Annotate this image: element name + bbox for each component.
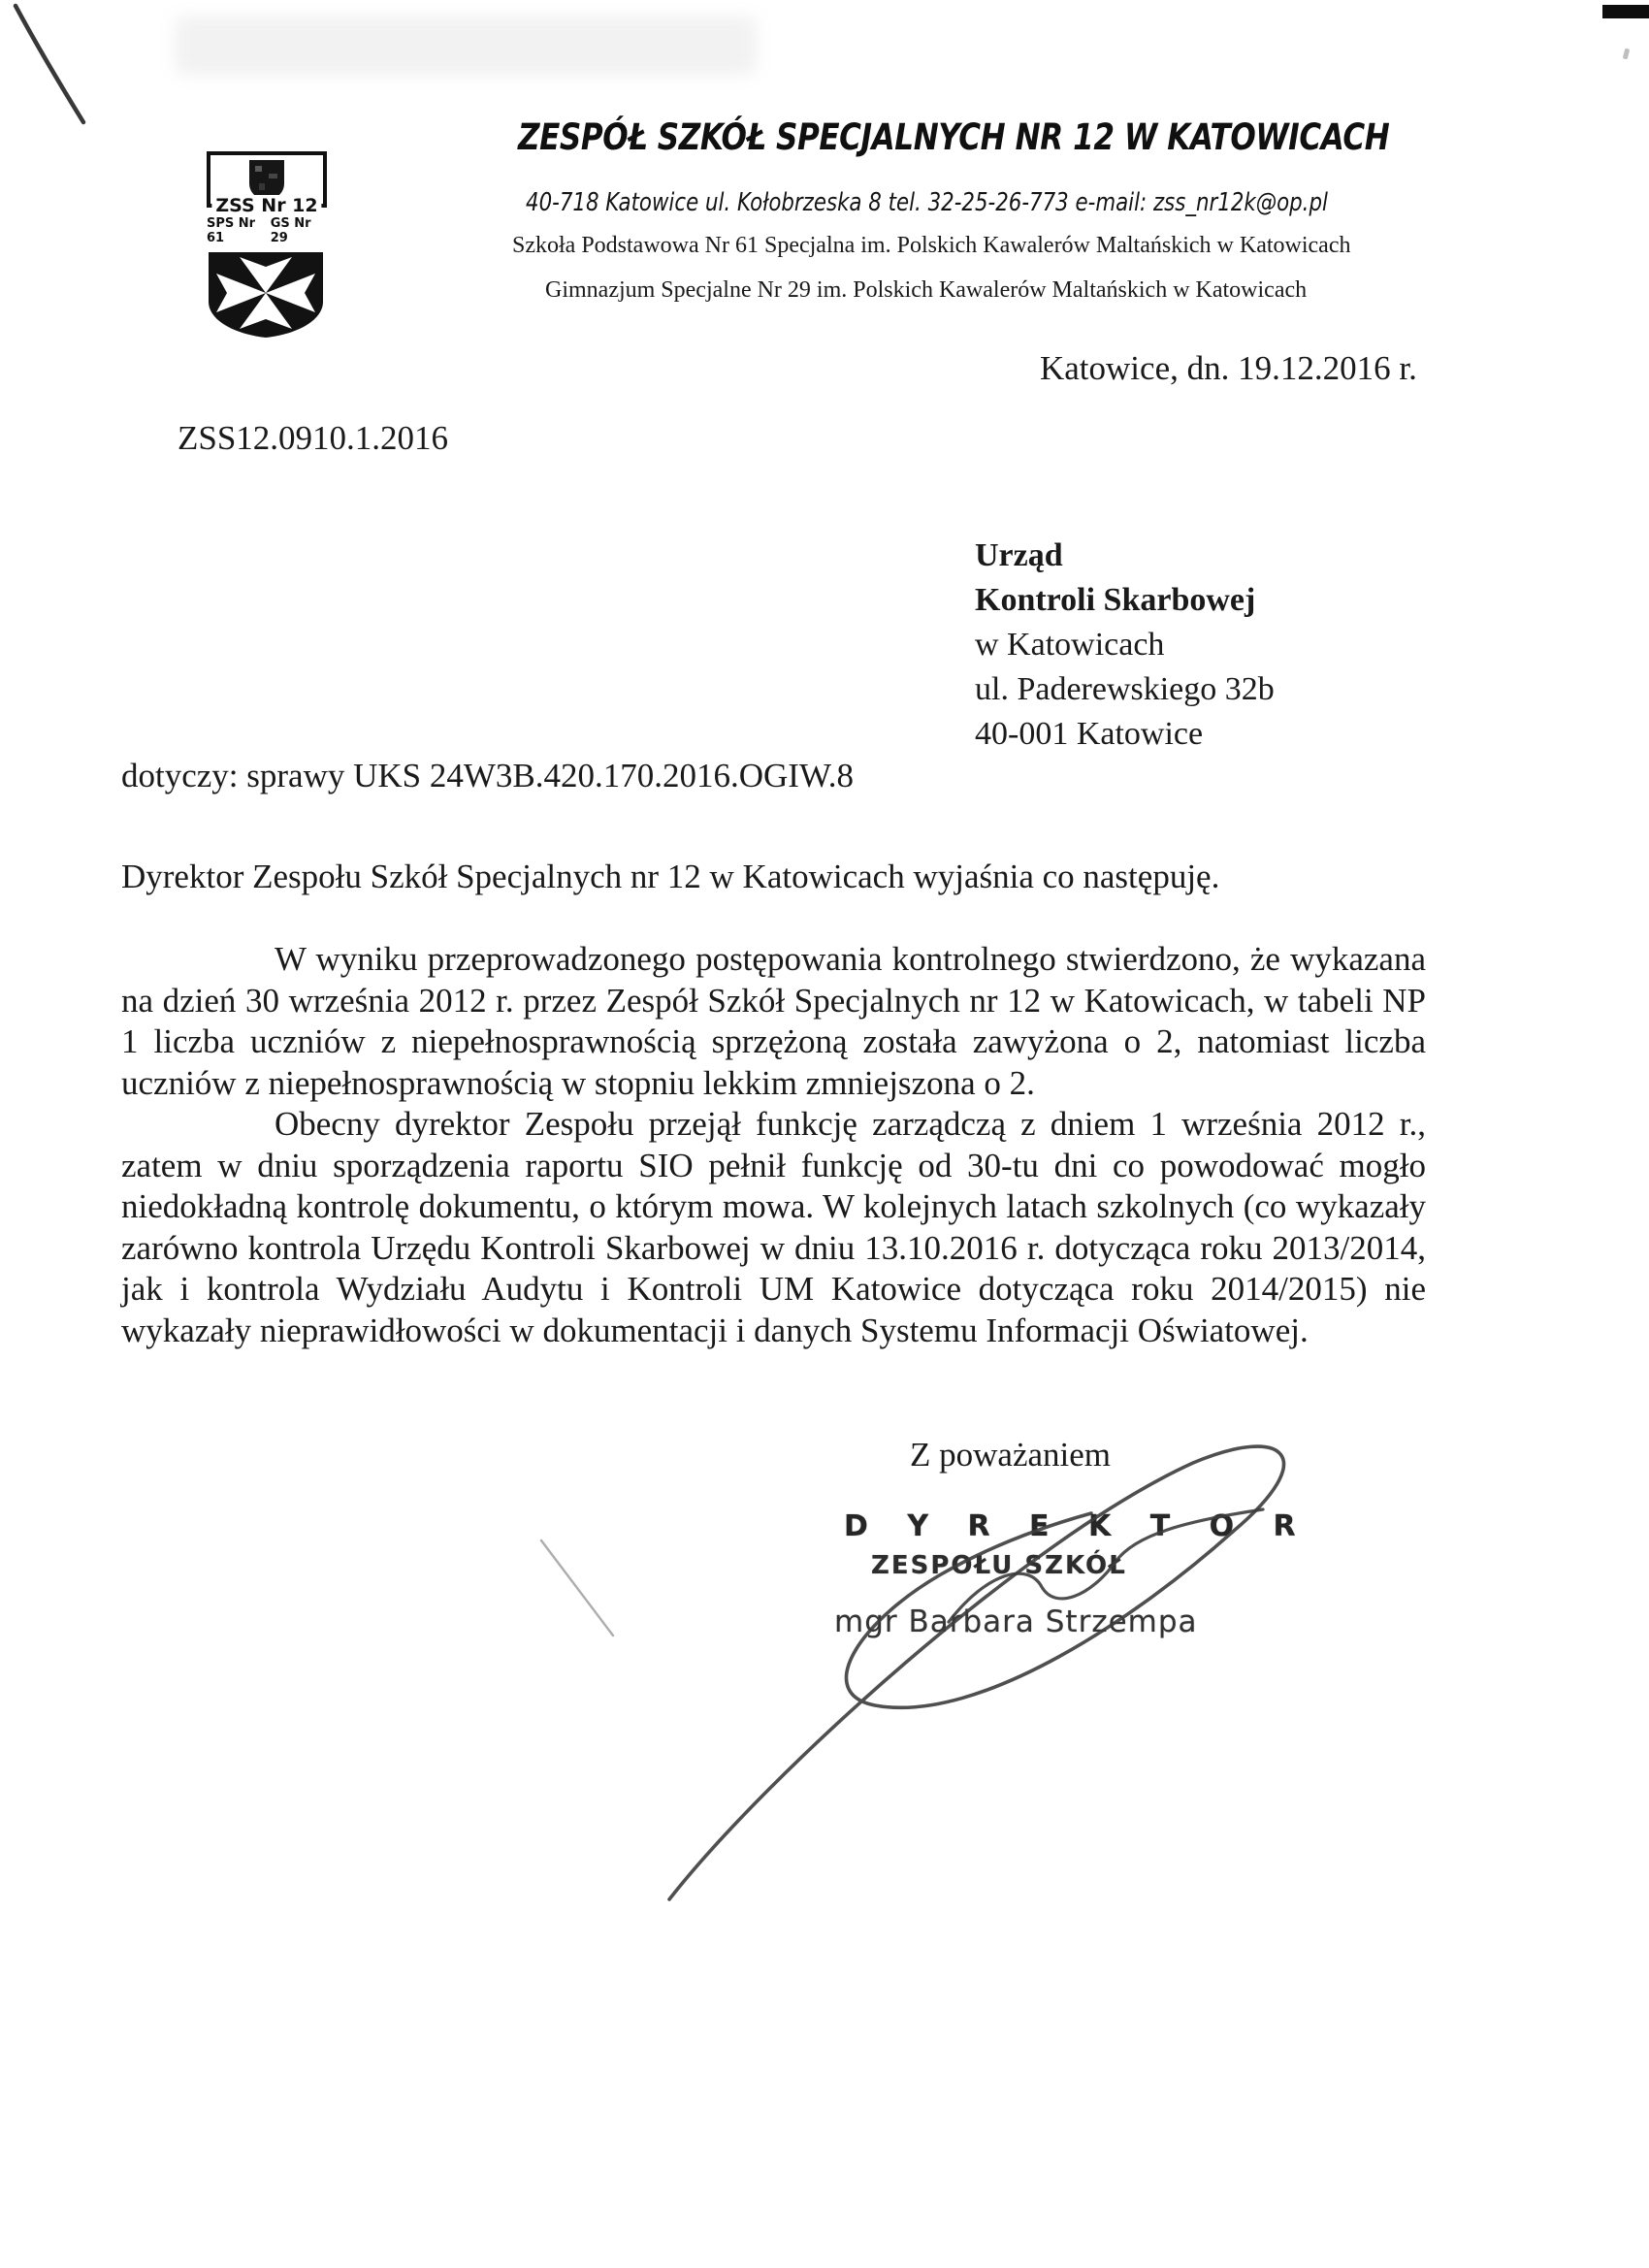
stamp-org: ZESPOŁU SZKÓŁ — [871, 1551, 1127, 1580]
logo-frame — [207, 151, 327, 216]
handwritten-signature-ink — [524, 1416, 1397, 1921]
stamp-signer: mgr Barbara Strzempa — [834, 1604, 1198, 1639]
closing-phrase: Z poważaniem — [910, 1436, 1111, 1474]
stamp-role: D Y R E K T O R — [844, 1509, 1310, 1543]
scan-bleedthrough-smudge — [175, 16, 757, 76]
logo-sps-label: SPS Nr 61 — [207, 216, 256, 245]
scan-black-bar — [1602, 5, 1649, 18]
school-line-2: Gimnazjum Specjalne Nr 29 im. Polskich Kawalerów Maltańskich w Katowicach — [545, 277, 1308, 303]
body-paragraph-1: W wyniku przeprowadzonego postępowania kontrolnego stwierdzono, że wykazana na dzień 30 września 2012 r. przez Zespół Szkół Specjalnych nr 12 w Katowicach, w tabeli NP 1 liczba uczniów z niepełnosprawnością sprzężoną została zawyżona o 2, natomiast liczba uczniów z niepełnosprawnością w stopniu lekkim zmniejszona o 2. — [121, 940, 1426, 1102]
school-logo — [207, 151, 327, 340]
subject-line: dotyczy: sprawy UKS 24W3B.420.170.2016.OGIW.8 — [121, 757, 855, 794]
scan-speck — [1623, 49, 1631, 60]
letter-body — [121, 939, 1426, 1351]
logo-zss-label: ZSS Nr 12 — [211, 195, 321, 216]
recipient-line: Urząd — [975, 537, 1063, 573]
reference-number: ZSS12.0910.1.2016 — [178, 419, 449, 457]
maltese-cross-shield-icon — [207, 250, 325, 340]
pen-scratch-mark — [0, 0, 116, 136]
recipient-line: w Katowicach — [975, 627, 1165, 663]
recipient-line: 40-001 Katowice — [975, 716, 1204, 752]
intro-line: Dyrektor Zespołu Szkół Specjalnych nr 12 w Katowicach wyjaśnia co następuję. — [121, 858, 1220, 895]
school-line-1: Szkoła Podstawowa Nr 61 Specjalna im. Polskich Kawalerów Maltańskich w Katowicach — [512, 233, 1351, 258]
logo-gs-label: GS Nr 29 — [270, 216, 311, 245]
recipient-line: Kontroli Skarbowej — [975, 582, 1256, 618]
recipient-line: ul. Paderewskiego 32b — [975, 671, 1275, 707]
org-name: ZESPÓŁ SZKÓŁ SPECJALNYCH NR 12 W KATOWICACH — [518, 116, 1390, 158]
recipient-block — [975, 534, 1275, 757]
body-paragraph-2: Obecny dyrektor Zespołu przejął funkcję zarządczą z dniem 1 września 2012 r., zatem w dniu sporządzenia raportu SIO pełnił funkcję od 30-tu dni co powodować mogło niedokładną kontrolę dokumentu, o którym mowa. W kolejnych latach szkolnych (co wykazały zarówno kontrola Urzędu Kontroli Skarbowej w dniu 13.10.2016 r. dotycząca roku 2013/2014, jak i kontrola Wydziału Audytu i Kontroli UM Katowice dotycząca roku 2014/2015) nie wykazały nieprawidłowości w dokumentacji i danych Systemu Informacji Oświatowej. — [121, 1105, 1426, 1349]
org-address: 40-718 Katowice ul. Kołobrzeska 8 tel. 32-25-26-773 e-mail: zss_nr12k@op.pl — [526, 188, 1328, 217]
place-date: Katowice, dn. 19.12.2016 r. — [1040, 349, 1417, 387]
